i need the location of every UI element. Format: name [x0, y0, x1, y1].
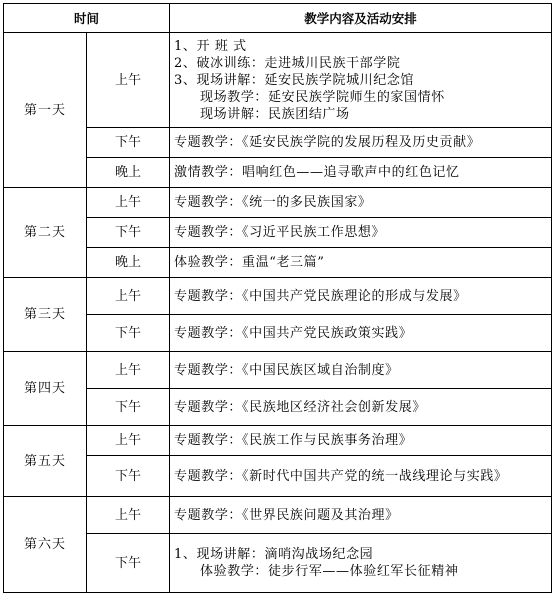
activity-cell	[170, 158, 552, 188]
activity-line: 专题教学：《习近平民族工作思想》	[174, 225, 386, 240]
schedule-row	[4, 426, 552, 456]
activity-line: 专题教学：《新时代中国共产党的统一战线理论与实践》	[174, 468, 508, 484]
schedule-row	[4, 534, 552, 593]
activity-cell	[170, 188, 552, 218]
schedule-row	[4, 128, 552, 158]
activity-line: 1、现场讲解：滴哨沟战场纪念园	[174, 547, 374, 562]
schedule-row	[4, 497, 552, 534]
period-label: 上午	[87, 188, 170, 218]
period-label: 上午	[87, 426, 170, 456]
day-label: 第二天	[4, 188, 87, 278]
period-label: 下午	[87, 128, 170, 158]
activity-line: 专题教学：《统一的多民族国家》	[174, 195, 372, 210]
activity-line: 专题教学：《中国共产党民族理论的形成与发展》	[174, 288, 467, 304]
period-label: 上午	[87, 352, 170, 389]
schedule-table	[3, 3, 552, 593]
day-label: 第六天	[4, 497, 87, 593]
activity-cell	[170, 278, 552, 315]
activity-cell	[170, 534, 552, 593]
activity-cell	[170, 33, 552, 128]
day-label: 第四天	[4, 352, 87, 426]
activity-line: 现场教学：延安民族学院师生的家国情怀	[200, 89, 445, 105]
activity-cell	[170, 128, 552, 158]
day-label: 第五天	[4, 426, 87, 497]
activity-cell	[170, 218, 552, 248]
schedule-row	[4, 456, 552, 497]
activity-line: 2、破冰训练：走进城川民族干部学院	[174, 55, 401, 71]
header-time: 时间	[4, 4, 170, 33]
day-label: 第三天	[4, 278, 87, 352]
activity-line: 现场讲解：民族团结广场	[200, 106, 350, 122]
activity-line: 激情教学：唱响红色——追寻歌声中的红色记忆	[174, 165, 460, 180]
activity-cell	[170, 248, 552, 278]
activity-cell	[170, 352, 552, 389]
activity-line: 专题教学：《民族工作与民族事务治理》	[174, 433, 413, 448]
activity-cell	[170, 426, 552, 456]
activity-line: 3、现场讲解：延安民族学院城川纪念馆	[174, 72, 415, 88]
activity-cell	[170, 389, 552, 426]
schedule-row	[4, 389, 552, 426]
period-label: 上午	[87, 33, 170, 128]
activity-line: 体验教学：徒步行军——体验红军长征精神	[200, 564, 459, 579]
activity-cell	[170, 456, 552, 497]
period-label: 下午	[87, 389, 170, 426]
period-label: 下午	[87, 534, 170, 593]
activity-line: 专题教学：《延安民族学院的发展历程及历史贡献》	[174, 135, 481, 150]
activity-line: 体验教学：重温“老三篇”	[174, 255, 325, 270]
schedule-row	[4, 352, 552, 389]
period-label: 下午	[87, 315, 170, 352]
schedule-row	[4, 188, 552, 218]
activity-cell	[170, 315, 552, 352]
day-label: 第一天	[4, 33, 87, 188]
period-label: 晚上	[87, 158, 170, 188]
schedule-row	[4, 158, 552, 188]
activity-line: 专题教学：《民族地区经济社会创新发展》	[174, 399, 426, 415]
period-label: 下午	[87, 456, 170, 497]
activity-cell	[170, 497, 552, 534]
schedule-row	[4, 278, 552, 315]
activity-line: 专题教学：《中国民族区域自治制度》	[174, 362, 399, 378]
schedule-row	[4, 33, 552, 128]
header-content: 教学内容及活动安排	[170, 4, 552, 33]
header-row	[4, 4, 552, 33]
period-label: 晚上	[87, 248, 170, 278]
period-label: 上午	[87, 278, 170, 315]
schedule-row	[4, 315, 552, 352]
period-label: 下午	[87, 218, 170, 248]
period-label: 上午	[87, 497, 170, 534]
schedule-row	[4, 248, 552, 278]
activity-line: 专题教学：《世界民族问题及其治理》	[174, 507, 399, 523]
activity-line: 1、开 班 式	[174, 38, 247, 54]
schedule-row	[4, 218, 552, 248]
activity-line: 专题教学：《中国共产党民族政策实践》	[174, 325, 413, 341]
